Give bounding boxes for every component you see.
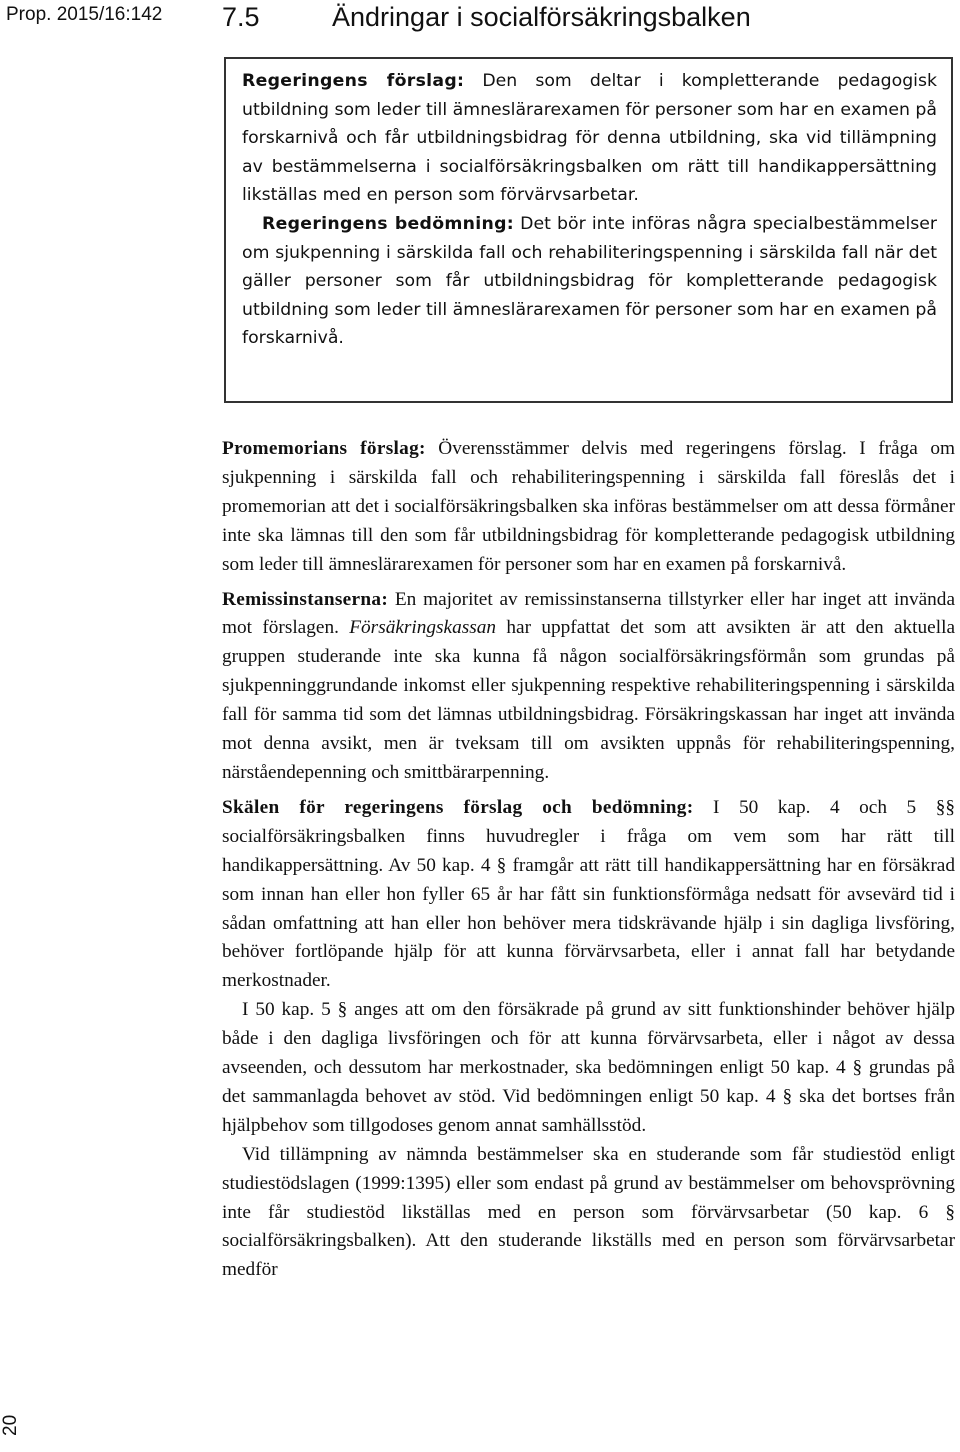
referral-text-2: har uppfattat det som att avsikten är att den aktuella gruppen studerande inte ska kunna få någon socialförsäkringsförmån som grundas på sjukpenninggrundande inkomst eller sjukpenning respektive rehabiliteringspenning i särskilda fall för samma tid som det lämnas utbildningsbidrag. Försäkringskassan har inget att invända mot denna avsikt, men är tveksam till om avsikten uppnås för rehabiliteringspenning, närståendepenning och smittbärarpenning. (222, 617, 955, 783)
memo-text: Överensstämmer delvis med regeringens förslag. I fråga om sjukpenning i särskilda fall och rehabiliteringspenning i särskilda fall föreslås det i promemorian att det i socialförsäkringsbalken ska införas bestämmelser om att dessa förmåner inte ska lämnas till den som får utbildningsbidrag för kompletterande pedagogisk utbildning som leder till ämneslärarexamen för personer som har en examen på forskarnivå. (222, 438, 955, 575)
referral-text-1: En majoritet av remissinstanserna tillstyrker eller har inget att invända mot förslagen. (222, 588, 955, 639)
proposal-box (224, 57, 953, 403)
government-proposal-paragraph (242, 67, 937, 210)
proposition-number: Prop. 2015/16:142 (6, 4, 163, 25)
chapter-50-5-paragraph: I 50 kap. 5 § anges att om den försäkrade på grund av sitt funktionshinder behöver hjälp både i den dagliga livsföringen och för att kunna förvärvsarbeta, eller i något av dessa avseenden, och dessutom har merkostnader, ska bedömningen enligt 50 kap. 4 § grundas på det sammanlagda behovet av stöd. Vid bedömningen enligt 50 kap. 4 § ska det bortses från hjälpbehov som tillgodoses genom annat samhällsstöd. (222, 999, 955, 1136)
main-text (222, 435, 955, 1285)
section-title: Ändringar i socialförsäkringsbalken (332, 2, 751, 32)
reasons-label: Skälen för regeringens förslag och bedömning: (222, 796, 694, 818)
page-number: 20 (0, 1414, 21, 1436)
government-assessment-paragraph (242, 210, 937, 353)
memo-label: Promemorians förslag: (222, 438, 426, 459)
reasons-text: I 50 kap. 4 och 5 §§ socialförsäkringsbalken finns huvudregler i fråga om vem som har rätt till handikappersättning. Av 50 kap. 4 § framgår att rätt till handikappersättning har en försäkrad som innan han eller hon fyller 65 år har fått sin funktionsförmåga nedsatt för avsevärd tid i sådan omfattning att han eller hon behöver mera tidskrävande hjälp i sin dagliga livsföring, behöver fortlöpande hjälp för att kunna förvärvsarbeta, eller i annat fall har betydande merkostnader. (222, 796, 955, 992)
referral-paragraph (222, 586, 955, 788)
memo-proposal-paragraph (222, 435, 955, 580)
application-paragraph: Vid tillämpning av nämnda bestämmelser ska en studerande som får studiestöd enligt studiestödslagen (1999:1395) eller som endast på grund av bestämmelser om behovsprövning inte får studiestöd likställas med en person som förvärvsarbetar (50 kap. 6 § socialförsäkringsbalken). Att den studerande likställs med en person som förvärvsarbetar medför (222, 1143, 955, 1281)
assessment-label: Regeringens bedömning: (262, 213, 514, 234)
reasons-paragraph (222, 794, 955, 996)
section-heading (222, 2, 751, 33)
assessment-text: Det bör inte införas några specialbestämmelser om sjukpenning i särskilda fall och rehabiliteringspenning i särskilda fall när det gäller personer som får utbildningsbidrag för kompletterande pedagogisk utbildning som leder till ämneslärarexamen för personer som har en examen på forskarnivå. (242, 213, 937, 349)
section-number: 7.5 (222, 2, 260, 32)
referral-label: Remissinstanserna: (222, 588, 389, 610)
proposal-text: Den som deltar i kompletterande pedagogisk utbildning som leder till ämneslärarexamen för personer som har en examen på forskarnivå och får utbildningsbidrag för denna utbildning, ska vid tillämpning av bestämmelserna i socialförsäkringsbalken om rätt till handikappersättning likställas med en person som förvärvsarbetar. (242, 71, 937, 206)
referral-italic-agency: Försäkringskassan (349, 617, 497, 639)
proposal-label: Regeringens förslag: (242, 71, 465, 91)
